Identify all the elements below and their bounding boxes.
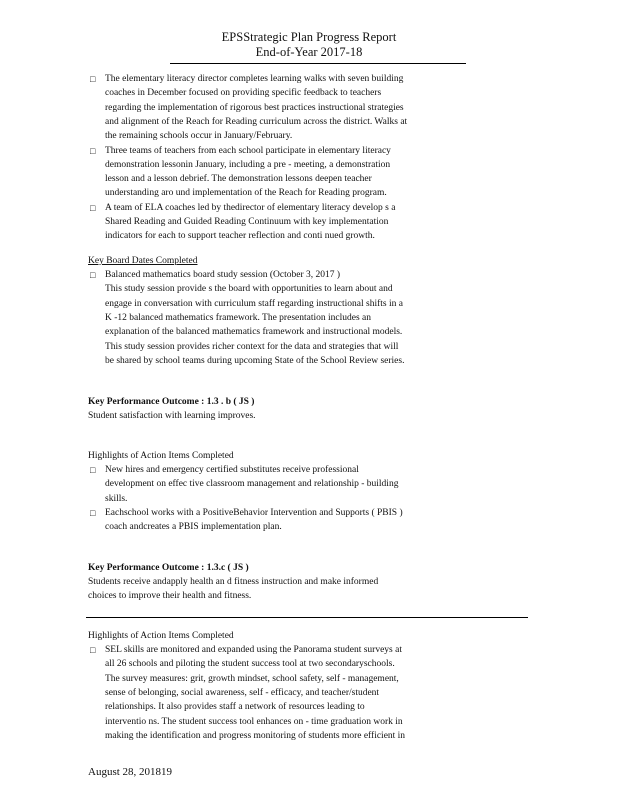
section4-bullet-line: Eachschool works with a PositiveBehavior Intervention and Supports ( PBIS ) [105,507,403,518]
section2-bullet-line: K -12 balanced mathematics framework. The presentation includes an [105,312,371,323]
section1-bullet-line: demonstration lessonin January, including a pre - meeting, a demonstration [105,159,391,170]
kpo-1-3-b-text: Student satisfaction with learning improves. [88,411,256,421]
section1-bullet-line: understanding aro und implementation of the Reach for Reading program. [105,188,387,199]
section2-bullet-line: engage in conversation with curriculum staff regarding instructional shifts in a [105,298,403,309]
section1-bullet-line: The elementary literacy director completes learning walks with seven building [105,74,404,84]
section1-bullet-icon: □ [90,74,96,84]
section-heading-board-dates: Key Board Dates Completed [88,256,198,266]
title-line-1: EPSStrategic Plan Progress Report [221,30,397,44]
section4-bullet-line: New hires and emergency certified substitutes receive professional [105,465,359,475]
section2-bullet-line: Balanced mathematics board study session (October 3, 2017 ) [105,270,341,280]
section1-bullet-line: and alignment of the Reach for Reading curriculum across the district. Walks at [105,116,408,127]
kpo-1-3-c-text: choices to improve their health and fitness. [88,591,252,602]
section2-bullet-icon: □ [90,270,96,280]
section6-bullet-icon: □ [90,645,96,655]
section2-bullet-line: This study session provide s the board with opportunities to learn about and [105,284,393,295]
section-divider [86,617,528,618]
kpo-1-3-c-text: Students receive andapply health an d fitness instruction and make informed [88,577,379,587]
section-heading-highlights-2: Highlights of Action Items Completed [88,631,234,641]
section6-bullet-line: SEL skills are monitored and expanded using the Panorama student surveys at [105,645,402,655]
section6-bullet-line: relationships. It also provides staff a network of resources leading to [105,702,365,713]
section4-bullet-line: skills. [105,493,128,504]
section6-bullet-line: The survey measures: grit, growth mindset, school safety, self - management, [105,673,399,684]
section2-bullet-line: explanation of the balanced mathematics framework and instructional models. [105,327,403,338]
section1-bullet-line: lesson and a lesson debrief. The demonstration lessons deepen teacher [105,174,372,185]
section1-bullet-icon: □ [90,202,96,213]
section6-bullet-line: all 26 schools and piloting the student success tool at two secondaryschools. [105,659,395,670]
title-line-2: End-of-Year 2017-18 [255,45,363,59]
section4-bullet-icon: □ [90,507,96,518]
section1-bullet-line: A team of ELA coaches led by thedirector of elementary literacy develop s a [105,202,396,213]
section1-bullet-line: Three teams of teachers from each school participate in elementary literacy [105,145,391,156]
section6-bullet-line: sense of belonging, social awareness, self - efficacy, and teacher/student [105,687,380,698]
section6-bullet-line: interventio ns. The student success tool enhances on - time graduation work in [105,716,403,727]
title-underline [170,63,466,64]
footer-date: August 28, 201819 [88,766,173,778]
section4-bullet-line: coach andcreates a PBIS implementation plan. [105,522,282,533]
section1-bullet-line: regarding the implementation of rigorous best practices instructional strategies [105,102,404,113]
section-heading-kpo-1-3-b: Key Performance Outcome : 1.3 . b ( JS ) [88,397,255,407]
section1-bullet-line: indicators for each to support teacher reflection and conti nued growth. [105,231,375,242]
section6-bullet-line: making the identification and progress monitoring of students more efficient in [105,730,406,741]
section-heading-kpo-1-3-c: Key Performance Outcome : 1.3.c ( JS ) [88,563,249,573]
section4-bullet-line: development on effec tive classroom management and relationship - building [105,479,399,490]
section1-bullet-icon: □ [90,145,96,156]
section1-bullet-line: coaches in December focused on providing specific feedback to teachers [105,88,382,99]
section2-bullet-line: This study session provides richer context for the data and strategies that will [105,341,399,352]
section-heading-highlights: Highlights of Action Items Completed [88,451,234,461]
section1-bullet-line: the remaining schools occur in January/February. [105,131,293,142]
section2-bullet-line: be shared by school teams during upcoming State of the School Review series. [105,355,405,366]
section4-bullet-icon: □ [90,465,96,475]
section1-bullet-line: Shared Reading and Guided Reading Continuum with key implementation [105,217,389,227]
